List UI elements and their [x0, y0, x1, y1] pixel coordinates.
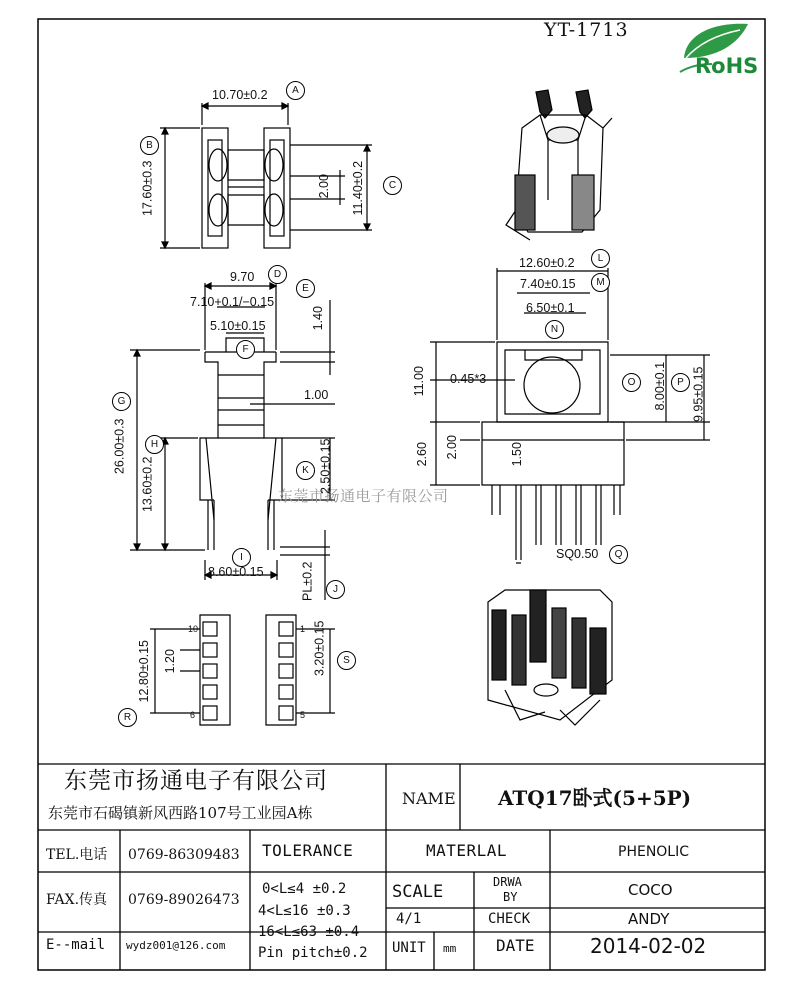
drawn-by-label-2: BY: [503, 890, 518, 904]
material-value: PHENOLIC: [618, 844, 690, 860]
pin-label-5: 5: [300, 710, 306, 720]
dim-o: 8.00±0.1: [653, 361, 668, 411]
dim-1-40: 1.40: [310, 306, 325, 331]
dim-1-00: 1.00: [304, 388, 329, 402]
callout-f: F: [236, 340, 255, 359]
dim-1-50: 1.50: [509, 442, 524, 467]
dim-s: 3.20±0.15: [312, 620, 327, 677]
dim-l: 12.60±0.2: [519, 256, 575, 270]
dim-k: 2.50±0.15: [318, 438, 333, 495]
callout-h: H: [145, 435, 164, 454]
dim-b: 17.60±0.3: [140, 160, 155, 217]
callout-s: S: [337, 651, 356, 670]
callout-g: G: [112, 392, 131, 411]
callout-b: B: [140, 136, 159, 155]
pin-label-6: 6: [190, 710, 196, 720]
part-name: ATQ17卧式(5+5P): [498, 786, 692, 810]
tolerance-row-3: 16<L≤63 ±0.4: [258, 924, 360, 940]
fax-label: FAX.传真: [46, 892, 108, 908]
scale-value: 4/1: [396, 911, 422, 927]
callout-j: J: [326, 580, 345, 599]
dim-p: 9.95±0.15: [691, 366, 706, 423]
callout-l: L: [591, 249, 610, 268]
dim-q: SQ0.50: [556, 547, 599, 561]
dim-e: 7.10+0.1/−0.15: [190, 295, 275, 309]
dim-d: 9.70: [230, 270, 255, 284]
dim-2-60: 2.60: [414, 442, 429, 467]
callout-p: P: [671, 373, 690, 392]
callout-c: C: [383, 176, 402, 195]
callout-o: O: [622, 373, 641, 392]
unit-label: UNIT: [392, 940, 426, 956]
rohs-logo: RoHS: [695, 54, 759, 78]
pin-label-1: 1: [300, 624, 306, 634]
dim-n: 6.50±0.1: [526, 301, 575, 315]
isometric-top-view: [506, 90, 612, 240]
dim-c: 11.40±0.2: [351, 160, 366, 216]
callout-q: Q: [609, 545, 628, 564]
callout-m: M: [591, 273, 610, 292]
name-label: NAME: [402, 789, 456, 808]
callout-r: R: [118, 708, 137, 727]
email-value: wydz001@126.com: [126, 939, 226, 952]
dim-m: 7.40±0.15: [520, 277, 576, 291]
dim-2-00: 2.00: [444, 435, 459, 460]
email-label: E--mail: [46, 937, 106, 953]
isometric-bottom-view: [488, 590, 612, 725]
dim-h: 13.60±0.2: [140, 456, 155, 513]
drawing-code: YT-1713: [544, 19, 629, 41]
check-label: CHECK: [488, 911, 531, 927]
dim-f: 5.10±0.15: [210, 319, 266, 333]
tel-label: TEL.电话: [46, 847, 108, 863]
drawn-by-label-1: DRWA: [493, 875, 522, 889]
dim-i: 8.60±0.15: [208, 565, 264, 579]
material-label: MATERLAL: [426, 841, 508, 860]
dim-11-00: 11.00: [411, 366, 426, 397]
date-label: DATE: [496, 936, 535, 955]
date-value: 2014-02-02: [590, 934, 707, 958]
callout-i: I: [232, 548, 251, 567]
callout-e: E: [296, 279, 315, 298]
dim-pitch: 1.20: [162, 649, 177, 674]
dim-2-00-top: 2.00: [316, 174, 331, 199]
drawn-by-value: COCO: [628, 881, 673, 899]
callout-d: D: [268, 265, 287, 284]
unit-value: mm: [443, 942, 457, 955]
company-name: 东莞市扬通电子有限公司: [64, 768, 328, 794]
pin-view: [150, 615, 335, 725]
callout-a: A: [286, 81, 305, 100]
watermark: 东莞市扬通电子有限公司: [278, 487, 449, 505]
dim-r: 12.80±0.15: [136, 640, 151, 703]
top-view: [160, 103, 372, 248]
pin-label-10: 10: [188, 624, 199, 634]
dim-g: 26.00±0.3: [112, 418, 127, 475]
company-address: 东莞市石碣镇新风西路107号工业园A栋: [48, 804, 313, 822]
scale-label: SCALE: [392, 882, 444, 902]
dim-a: 10.70±0.2: [212, 88, 268, 102]
callout-n: N: [545, 320, 564, 339]
tolerance-row-1: 0<L≤4 ±0.2: [262, 881, 347, 897]
dim-j: PL±0.2: [300, 561, 315, 602]
callout-k: K: [296, 461, 315, 480]
fax-value: 0769-89026473: [128, 892, 240, 908]
check-value: ANDY: [628, 910, 670, 928]
tolerance-label: TOLERANCE: [262, 841, 354, 860]
tolerance-row-2: 4<L≤16 ±0.3: [258, 903, 351, 919]
tel-value: 0769-86309483: [128, 847, 240, 863]
dim-chamfer: 0.45*3: [450, 372, 487, 386]
tolerance-row-4: Pin pitch±0.2: [258, 945, 368, 961]
